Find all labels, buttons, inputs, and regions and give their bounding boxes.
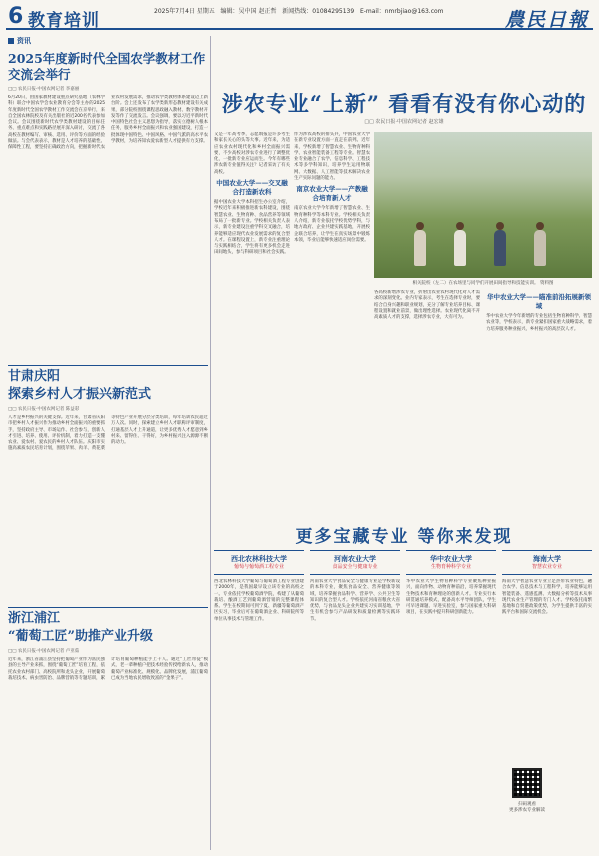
feature-subhead-3: 华中农业大学——瞄准前沿拓展新领域 — [487, 293, 591, 310]
feature-subhead-2: 南京农业大学——产教融合培育新人才 — [296, 185, 368, 203]
section-title: 教育培训 — [28, 11, 100, 31]
article-2 — [8, 362, 208, 605]
qr-code-icon[interactable] — [512, 768, 542, 798]
editors: 编辑：吴中国 赵正哲 — [220, 8, 277, 15]
article-2-subtitle[interactable]: 探索乡村人才振兴新范式 — [8, 387, 152, 402]
article-3-body: 近年来，浙江省浦江县坚持把葡萄产业作为富民强县的主导产业来抓，围绕“葡萄工匠”培育工程，依托农业农村部门、高校院所和龙头企业，开展葡萄栽培技术、病虫害防治、品牌营销等专题培训，累计培育葡萄种植能手上千人。通过“工匠带徒”模式，老一辈种植户把技术经验传授给新农人，推动葡萄产业标准化、规模化、品牌化发展，浦江葡萄已成为当地农民增收致富的“金果子”。 — [8, 657, 208, 681]
card-major: 食品安全与健康专业 — [332, 564, 378, 570]
newspaper-logo: 農民日報 — [504, 9, 589, 31]
card-body: 海南大学智慧农业专业立足热带农业特色，融合农学、信息技术与工程科学，培养能够运用智能装备、遥感监测、大数据分析等技术从事现代农业生产管理的专门人才。学校依托南繁基地和自贸港政策优势，为学生提供丰富的实践平台和国际交流机会。 — [502, 579, 592, 616]
feature-article — [214, 36, 594, 520]
column-divider — [210, 36, 211, 850]
card-body: 西北农林科技大学葡萄与葡萄酒工程专业创建于2000年，是我国最早设立该专业的高校之一。专业依托学校葡萄酒学院，构建了从葡萄栽培、酿酒工艺到葡萄酒营销的完整课程体系。学生在校期间可到宁夏、新疆等葡萄酒产区实习，毕业后可在葡萄酒企业、科研院所等单位从事技术与管理工作。 — [214, 579, 304, 622]
article-2-body: 人才是乡村振兴的关键支撑。近年来，甘肃省庆阳市把乡村人才振兴作为推动乡村全面振兴的重要抓手，坚持政府主导、市场运作、社会参与，创新人才引进、培养、使用、评价机制，着力打造一支懂农业、爱农村、爱农民的乡村人才队伍。庆阳市实施高素质农民培育计划，围绕苹果、肉羊、黄花菜等特色产业开展分层分类培训，每年培训农民超过万人次。同时，探索建立乡村人才职称评审制度，打通基层人才上升通道，让更多优秀人才愿意到乡村来、留得住、干得好，为乡村振兴注入源源不断的动力。 — [8, 415, 208, 452]
article-2-title[interactable]: 甘肃庆阳 — [8, 369, 61, 384]
feature-column-left: 又是一年高考季，志愿填报是许多考生和家长关心的头等大事。近年来，为适应农业农村现代化和乡村全面振兴需要，不少高校对涉农专业进行了调整优化，一批新专业应运而生。今年有哪些涉农新专业值得关注？记者采访了有关高校。 中国农业大学——交叉融合打造新农科 据中国农业大学本科招生办公室介绍，学校近年来积极推进新农科建设，围绕智慧农业、生物育种、食品营养等领域布局了一批新专业。学校相关负责人表示，新专业建设注重学科交叉融合，培养能够适应现代农业发展需求的复合型人才。在课程设置上，新专业注重理论与实践相结合，学生将有更多机会走进田间地头，参与科研项目和社会实践。 — [214, 132, 290, 256]
feature-title[interactable]: 涉农专业“上新” 看看有没有你心动的 — [221, 91, 587, 116]
page-number: 6 — [8, 4, 24, 29]
divider — [8, 607, 208, 608]
masthead — [6, 4, 593, 30]
card-body: 华中农业大学生物育种科学专业聚焦种业振兴，面向作物、动物育种前沿，培养掌握现代生物技术和育种理论的创新人才。专业实行本研贯通培养模式，配备高水平导师团队，学生可早进课题、早进实验室，参与国家重大科研项目，在实践中提升科研创新能力。 — [406, 579, 496, 616]
photo-caption: 相关院校（左二）在农场里与同学们开展田间指导和技能实训。 资料图 — [412, 281, 554, 286]
date-line: 2025年7月4日 星期五 — [154, 8, 215, 15]
article-3-byline: □□ 农民日报·中国农网记者 卢亚茹 — [8, 649, 80, 654]
card-major: 葡萄与葡萄酒工程专业 — [233, 564, 284, 570]
divider — [8, 365, 208, 366]
article-1 — [8, 36, 208, 365]
card-school: 华中农业大学 — [430, 554, 472, 563]
bottom-section — [214, 520, 594, 850]
feature-photo — [374, 132, 592, 278]
card-school: 西北农林科技大学 — [231, 554, 287, 563]
news-tag: 资讯 — [8, 36, 208, 46]
card-school: 河南农业大学 — [334, 554, 376, 563]
article-1-title[interactable]: 2025年度新时代全国农学教材工作交流会举行 — [8, 51, 206, 82]
article-3 — [8, 604, 208, 847]
card-major: 智慧农业专业 — [531, 564, 562, 570]
article-3-subtitle[interactable]: “葡萄工匠”助推产业升级 — [8, 629, 153, 644]
feature-column-right-a: 各高校新增涉农专业，折射出农业农村现代化对人才需求的深刻变化。业内专家表示，考生在选择专业时，要结合自身兴趣和职业规划，充分了解专业培养目标、课程设置和就业前景，做出理性选择。农业现代化离不开高素质人才的支撑，选择涉农专业，大有可为。 — [374, 290, 480, 321]
card-school: 海南大学 — [533, 554, 561, 563]
card-major: 生物育种科学专业 — [430, 564, 471, 570]
feature-column-right-b: 华中农业大学——瞄准前沿拓展新领域 华中农业大学今年新增的专业包括生物育种科学、智慧农业等，学校表示，新专业紧扣国家重大战略需求，着力培养服务种业振兴、乡村振兴的高层次人才。 — [486, 293, 592, 332]
masthead-meta — [154, 8, 444, 16]
article-1-body: 6月20日，由国家教材建设重点研究基地（农林学科）联合中国农学会农业教育分会等主办的2025年度新时代全国农学教材工作交流会在京举行，来自全国农林院校及有关出版社的近200名代表参加会议。会议围绕新时代农学类教材建设的目标任务、重点难点和实践路径展开深入研讨，交流了各高校在教材编写、审核、选用、评价等方面的经验做法。与会代表表示，教材是人才培养的基础性、保障性工程，要坚持正确政治方向，把握新时代农业农村发展需求，推动农学类教材体系建设迈上新台阶。会上还发布了农学类新形态教材建设有关成果，部分院校围绕课程思政融入教材、数字教材开发等作了交流发言。会议强调，要以习近平新时代中国特色社会主义思想为指导，落实立德树人根本任务，服务乡村全面振兴和农业强国建设，打造一批体现中国特色、中国风格、中国气派的高水平农学教材，为培养知农爱农新型人才提供有力支撑。 — [8, 95, 208, 151]
major-card — [406, 550, 496, 840]
article-1-byline: □□ 农民日报·中国农网记者 李嘉丽 — [8, 87, 80, 92]
article-3-title[interactable]: 浙江浦江 — [8, 611, 61, 626]
qr-caption: 扫码观看 更多涉农专业解读 — [509, 802, 545, 813]
major-card — [214, 550, 304, 840]
feature-column-mid: 作为涉农高校的排头兵，中国农业大学在新专业设置方面一直走在前列。近年来，学校新增了智慧农业、生物育种科学、农业智能装备工程等专业。智慧农业专业融合了农学、信息科学、工程技术等多学科知识，培养学生运用物联网、大数据、人工智能等技术解决农业生产实际问题的能力。 南京农业大学——产教融合培育新人才 南京农业大学今年新增了智慧农业、生物育种科学等本科专业。学校相关负责人介绍，新专业依托学校优势学科，与地方政府、企业共建实践基地，开展校企联合培养，让学生在真实场景中锻炼本领，毕业后能够快速适应岗位需要。 — [294, 132, 370, 243]
feature-byline: □□ 农民日报·中国农网记者 赵宏雄 — [364, 119, 444, 125]
card-body: 河南农业大学食品安全与健康专业是学校新设的本科专业，聚焦食品安全、营养健康等领域，培养掌握食品科学、营养学、公共卫生等知识的复合型人才。学校依托河南省粮食大省优势，与食品龙头企业共建实习实训基地，学生有机会参与产品研发和质量检测等实践环节。 — [310, 579, 400, 622]
major-card — [310, 550, 400, 840]
article-2-byline: □□ 农民日报·中国农网记者 陈益彩 — [8, 407, 80, 412]
bottom-section-title[interactable]: 更多宝藏专业 等你来发现 — [295, 527, 513, 547]
feature-subhead-1: 中国农业大学——交叉融合打造新农科 — [216, 179, 288, 197]
phone: 新闻热线：01084295139 — [282, 8, 355, 15]
email: E-mail：nmrbjiao@163.com — [359, 8, 444, 15]
